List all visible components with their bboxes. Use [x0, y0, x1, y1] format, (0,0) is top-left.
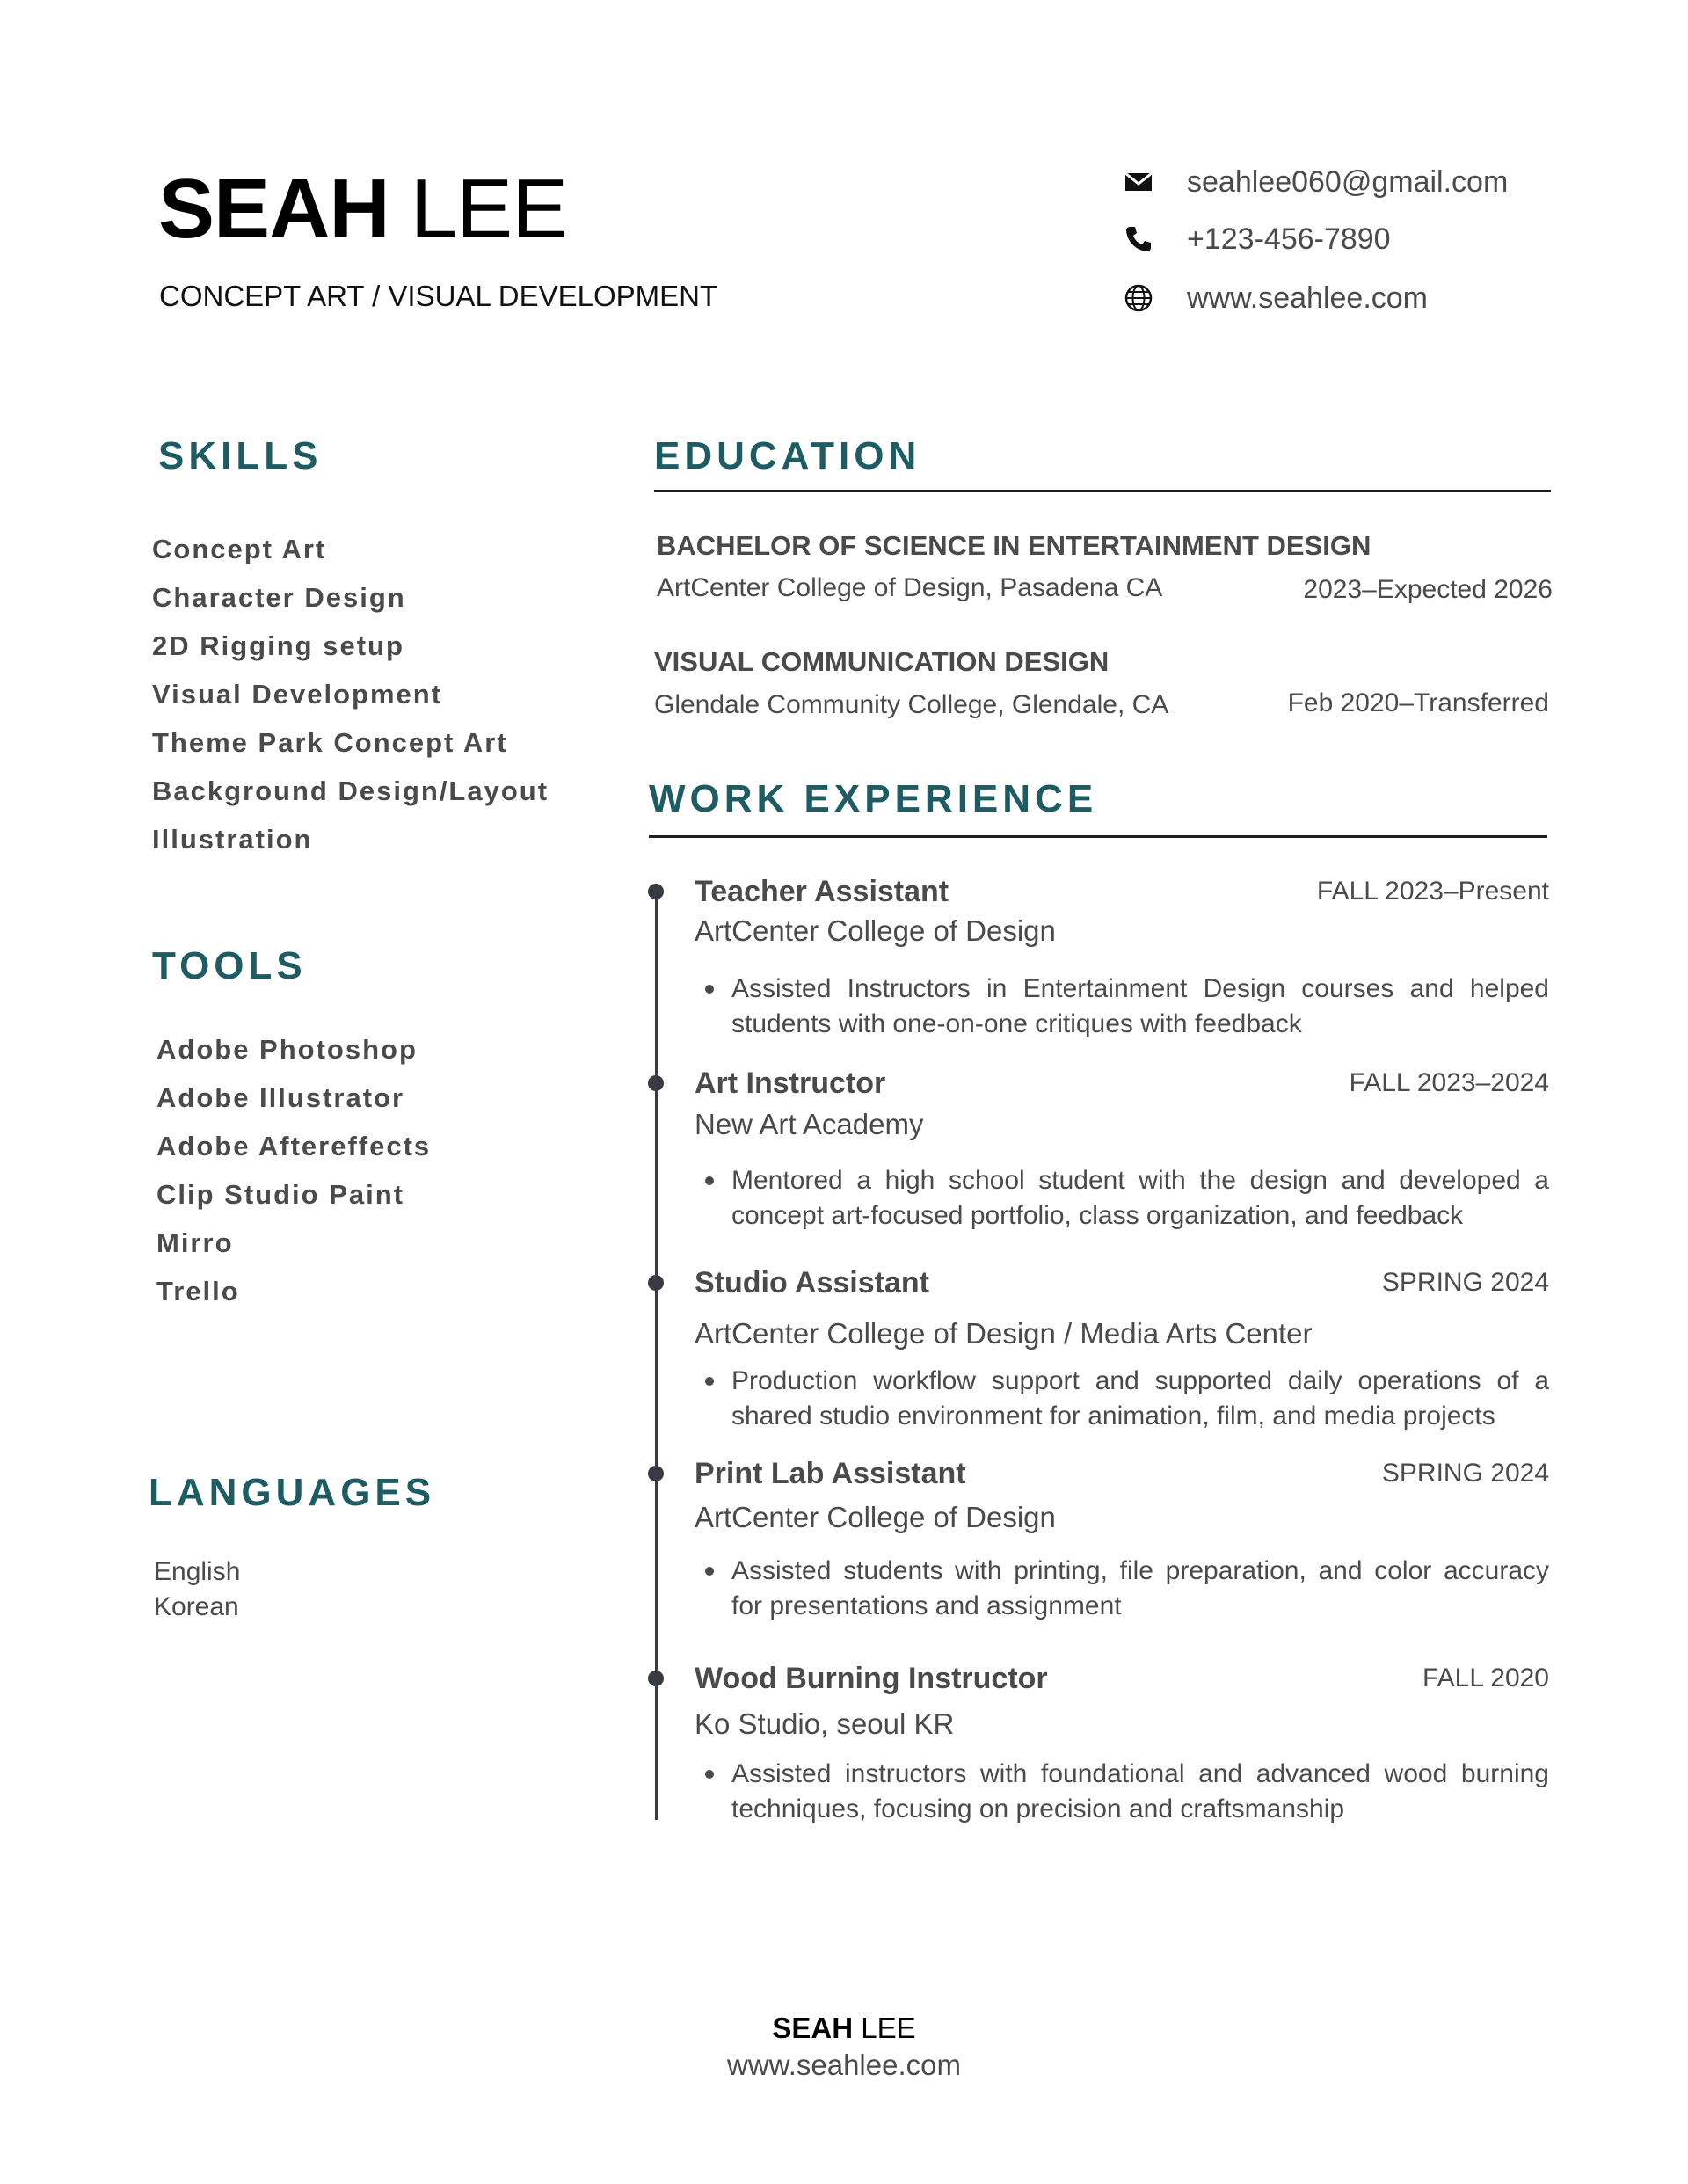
bullet-dot [705, 1377, 714, 1386]
education-school: ArtCenter College of Design, Pasadena CA [657, 573, 1163, 602]
bullet-dot [705, 985, 714, 994]
education-divider [654, 490, 1551, 492]
job-organization: Ko Studio, seoul KR [695, 1707, 955, 1740]
resume-subtitle: CONCEPT ART / VISUAL DEVELOPMENT [159, 280, 718, 312]
job-title: Print Lab Assistant [695, 1457, 966, 1490]
footer-first-name: SEAH [772, 2012, 854, 2044]
education-school: Glendale Community College, Glendale, CA [654, 690, 1169, 719]
job-entry [656, 1266, 1549, 1442]
tools-title: TOOLS [152, 944, 307, 987]
list-item: Adobe Illustrator [156, 1082, 405, 1113]
list-item: Concept Art [152, 534, 327, 564]
list-item: Theme Park Concept Art [152, 727, 508, 758]
work-experience-title: WORK EXPERIENCE [649, 777, 1098, 820]
timeline-dot [648, 1671, 664, 1686]
job-title: Teacher Assistant [695, 875, 950, 908]
last-name: LEE [410, 162, 568, 256]
languages-title: LANGUAGES [149, 1471, 436, 1514]
list-item: Visual Development [152, 679, 443, 710]
job-date: SPRING 2024 [1381, 1459, 1549, 1488]
skills-list [152, 525, 549, 863]
timeline-dot [648, 884, 664, 899]
job-organization: ArtCenter College of Design / Media Arts Center [695, 1317, 1313, 1350]
job-description: Production workflow support and supported daily operations of a shared studio environment for animation, film, and media projects [731, 1366, 1549, 1431]
list-item: Trello [156, 1276, 240, 1307]
first-name: SEAH [158, 162, 389, 256]
job-entry [656, 1662, 1549, 1838]
skills-title: SKILLS [158, 434, 323, 477]
footer-last-name: LEE [861, 2012, 916, 2044]
list-item: Korean [154, 1592, 239, 1621]
bullet-dot [705, 1770, 714, 1779]
job-title: Wood Burning Instructor [695, 1662, 1048, 1695]
contact-phone-row[interactable] [1124, 215, 1616, 263]
job-date: FALL 2023–Present [1316, 877, 1549, 906]
job-entry [656, 1067, 1549, 1230]
contact-email[interactable]: seahlee060@gmail.com [1187, 164, 1509, 199]
job-title: Art Instructor [695, 1067, 886, 1100]
list-item: Adobe Photoshop [156, 1034, 418, 1065]
job-description: Assisted instructors with foundational and advanced wood burning techniques, focusing on precision and craftsmanship [731, 1759, 1549, 1824]
list-item: Clip Studio Paint [156, 1179, 404, 1210]
job-description: Assisted Instructors in Entertainment Design courses and helped students with one-on-one critiques with feedback [731, 974, 1549, 1038]
tools-list [156, 1025, 431, 1315]
list-item: Mirro [156, 1227, 234, 1258]
list-item: Illustration [152, 824, 313, 855]
job-entry [656, 875, 1549, 1038]
job-organization: ArtCenter College of Design [695, 1501, 1056, 1533]
job-description: Mentored a high school student with the design and developed a concept art-focused portfolio, class organization, and feedback [731, 1166, 1549, 1230]
contact-website-row[interactable] [1124, 274, 1616, 322]
list-item: English [154, 1557, 241, 1586]
resume-name [158, 162, 568, 256]
contact-email-row[interactable] [1124, 158, 1616, 206]
job-description: Assisted students with printing, file preparation, and color accuracy for presentations and assignment [731, 1556, 1549, 1620]
contact-phone[interactable]: +123-456-7890 [1187, 222, 1391, 256]
work-divider [649, 835, 1547, 838]
job-date: FALL 2023–2024 [1349, 1068, 1549, 1097]
footer-name [0, 2012, 1688, 2045]
bullet-dot [705, 1567, 714, 1576]
job-title: Studio Assistant [695, 1266, 929, 1299]
languages-list [154, 1554, 240, 1625]
bullet-dot [705, 1176, 714, 1185]
education-degree: VISUAL COMMUNICATION DESIGN [654, 646, 1110, 677]
education-date: Feb 2020–Transferred [1287, 688, 1549, 717]
email-icon [1124, 167, 1153, 197]
list-item: Adobe Aftereffects [156, 1131, 432, 1161]
list-item: Background Design/Layout [152, 775, 549, 806]
job-date: SPRING 2024 [1381, 1268, 1549, 1297]
footer-website[interactable]: www.seahlee.com [727, 2049, 961, 2081]
education-title: EDUCATION [654, 434, 921, 477]
timeline-dot [648, 1075, 664, 1091]
list-item: 2D Rigging setup [152, 630, 404, 661]
education-date: 2023–Expected 2026 [1303, 575, 1553, 604]
job-organization: New Art Academy [695, 1108, 924, 1140]
job-organization: ArtCenter College of Design [695, 914, 1056, 947]
job-date: FALL 2020 [1422, 1663, 1549, 1693]
contact-website[interactable]: www.seahlee.com [1187, 280, 1429, 315]
timeline-dot [648, 1275, 664, 1291]
phone-icon [1124, 224, 1153, 254]
job-entry [656, 1457, 1549, 1633]
list-item: Character Design [152, 582, 406, 613]
globe-icon [1124, 283, 1153, 313]
timeline-dot [648, 1466, 664, 1481]
education-degree: BACHELOR OF SCIENCE IN ENTERTAINMENT DESIGN [657, 530, 1372, 561]
